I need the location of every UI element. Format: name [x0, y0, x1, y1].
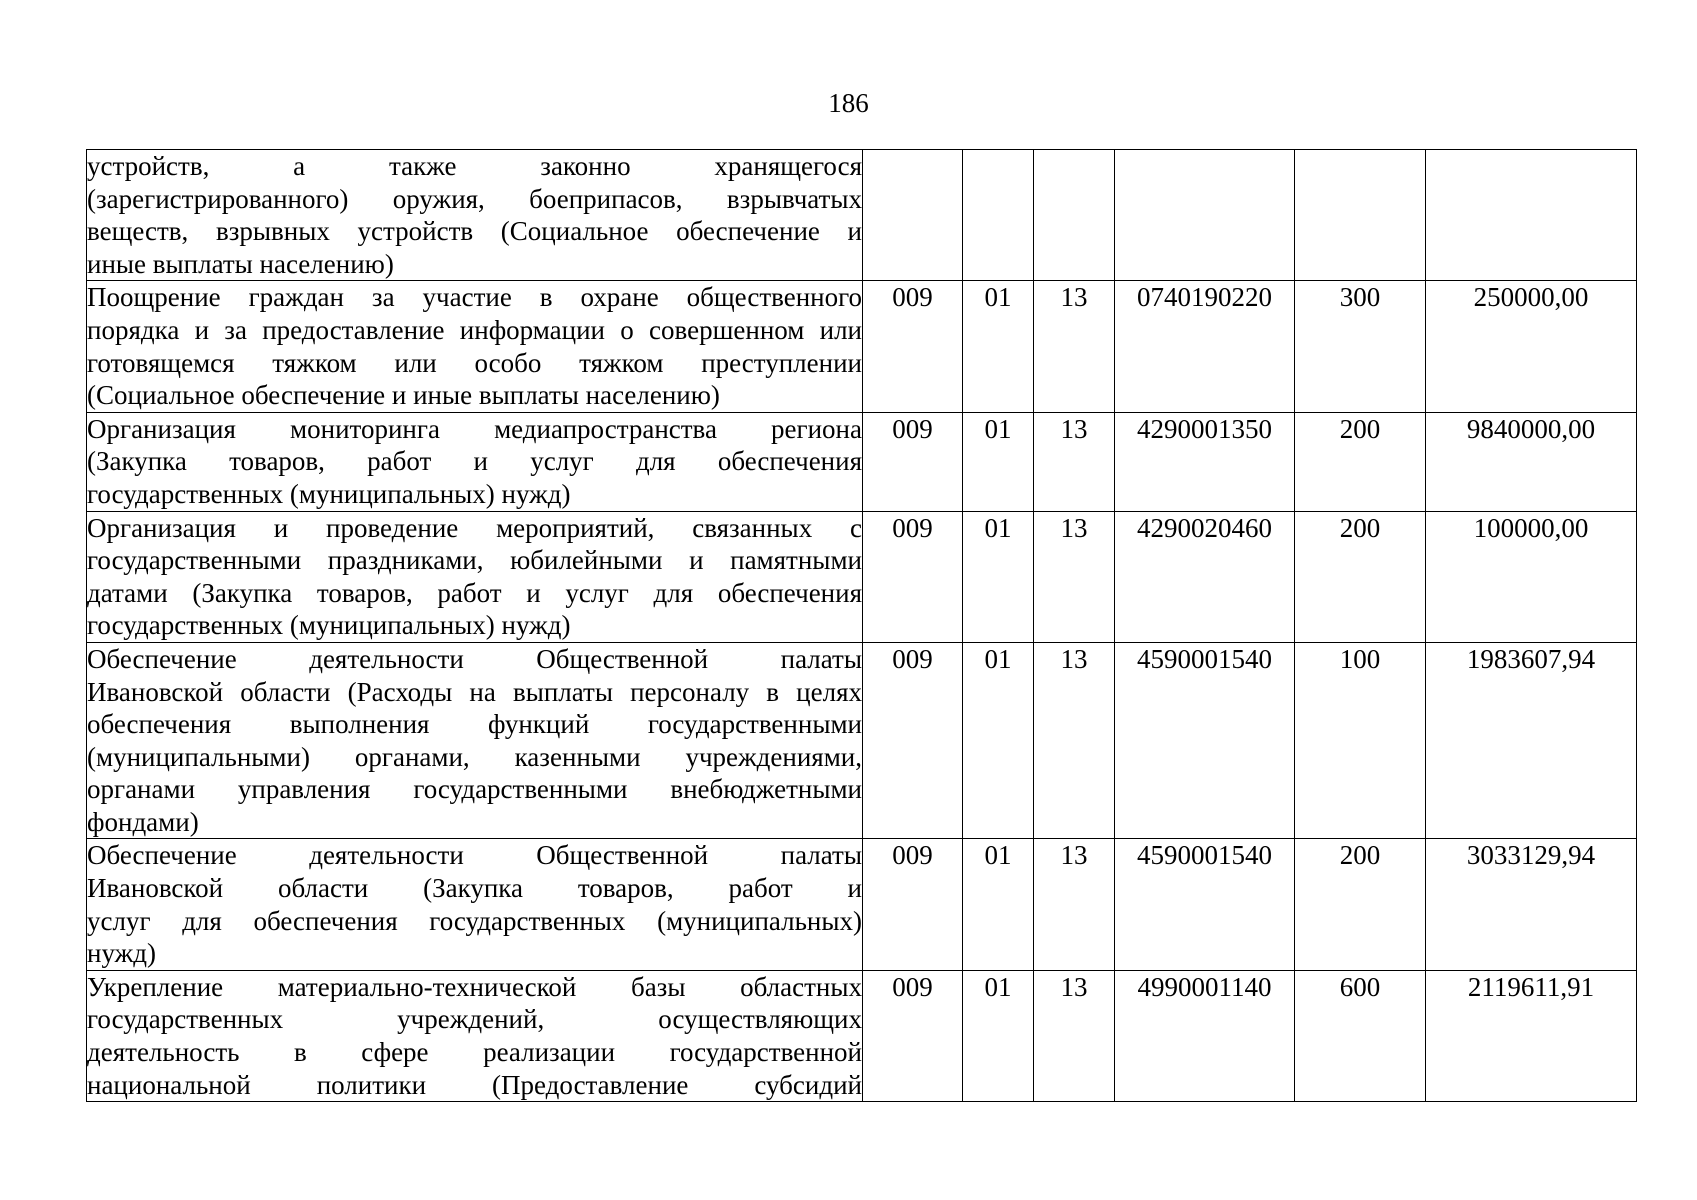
section-code-cell: 01	[963, 511, 1034, 642]
description-line: государственными праздниками, юбилейными и памятными	[87, 545, 862, 576]
department-code-cell	[863, 150, 963, 281]
page-number: 186	[828, 88, 869, 118]
amount-cell: 250000,00	[1426, 281, 1637, 412]
section-code-cell: 01	[963, 970, 1034, 1101]
department-code-cell: 009	[863, 281, 963, 412]
subsection-code-cell	[1034, 150, 1115, 281]
description-line: государственных (муниципальных) нужд)	[87, 478, 571, 509]
description-line: деятельность в сфере реализации государственной	[87, 1037, 862, 1068]
description-cell	[87, 970, 863, 1101]
subsection-code-cell: 13	[1034, 281, 1115, 412]
description-line: фондами)	[87, 806, 199, 837]
subsection-code-cell: 13	[1034, 511, 1115, 642]
subsection-code-cell: 13	[1034, 839, 1115, 970]
description-line: (Закупка товаров, работ и услуг для обеспечения	[87, 446, 862, 477]
table-row	[87, 412, 1637, 511]
target-article-cell: 0740190220	[1115, 281, 1295, 412]
amount-cell: 1983607,94	[1426, 642, 1637, 839]
description-line: Укрепление материально-технической базы областных	[87, 971, 862, 1002]
section-code-cell: 01	[963, 642, 1034, 839]
description-line: Обеспечение деятельности Общественной палаты	[87, 840, 862, 871]
expense-type-cell: 600	[1295, 970, 1426, 1101]
table-row	[87, 511, 1637, 642]
department-code-cell: 009	[863, 970, 963, 1101]
table-row	[87, 839, 1637, 970]
target-article-cell: 4590001540	[1115, 642, 1295, 839]
description-line: (зарегистрированного) оружия, боеприпасов, взрывчатых	[87, 183, 862, 214]
description-line: порядка и за предоставление информации о совершенном или	[87, 314, 862, 345]
description-line: органами управления государственными внебюджетными	[87, 774, 862, 805]
table-row	[87, 970, 1637, 1101]
description-cell	[87, 412, 863, 511]
description-line: датами (Закупка товаров, работ и услуг для обеспечения	[87, 577, 862, 608]
description-line: Организация и проведение мероприятий, связанных с	[87, 512, 862, 543]
table-row	[87, 642, 1637, 839]
description-line: нужд)	[87, 938, 156, 969]
description-cell	[87, 511, 863, 642]
subsection-code-cell: 13	[1034, 970, 1115, 1101]
description-cell	[87, 839, 863, 970]
description-cell	[87, 642, 863, 839]
target-article-cell: 4290020460	[1115, 511, 1295, 642]
description-cell	[87, 150, 863, 281]
amount-cell: 9840000,00	[1426, 412, 1637, 511]
description-line: Организация мониторинга медиапространства региона	[87, 413, 862, 444]
description-line: государственных учреждений, осуществляющих	[87, 1004, 862, 1035]
description-line: (Социальное обеспечение и иные выплаты населению)	[87, 380, 720, 411]
description-line: готовящемся тяжком или особо тяжком преступлении	[87, 347, 862, 378]
section-code-cell: 01	[963, 839, 1034, 970]
table-row	[87, 150, 1637, 281]
expense-type-cell: 200	[1295, 839, 1426, 970]
expense-type-cell: 200	[1295, 511, 1426, 642]
section-code-cell: 01	[963, 281, 1034, 412]
description-line: иные выплаты населению)	[87, 248, 394, 279]
target-article-cell: 4290001350	[1115, 412, 1295, 511]
expense-type-cell: 100	[1295, 642, 1426, 839]
section-code-cell	[963, 150, 1034, 281]
target-article-cell	[1115, 150, 1295, 281]
target-article-cell: 4990001140	[1115, 970, 1295, 1101]
description-line: услуг для обеспечения государственных (муниципальных)	[87, 905, 862, 936]
amount-cell: 100000,00	[1426, 511, 1637, 642]
description-line: Ивановской области (Расходы на выплаты персоналу в целях	[87, 676, 862, 707]
department-code-cell: 009	[863, 839, 963, 970]
subsection-code-cell: 13	[1034, 412, 1115, 511]
amount-cell: 2119611,91	[1426, 970, 1637, 1101]
expense-type-cell: 200	[1295, 412, 1426, 511]
expense-type-cell	[1295, 150, 1426, 281]
description-line: обеспечения выполнения функций государственными	[87, 709, 862, 740]
description-cell	[87, 281, 863, 412]
table-row	[87, 281, 1637, 412]
description-line: веществ, взрывных устройств (Социальное обеспечение и	[87, 216, 862, 247]
description-line: устройств, а также законно хранящегося	[87, 151, 862, 181]
description-line: государственных (муниципальных) нужд)	[87, 610, 571, 641]
budget-table	[86, 149, 1637, 1102]
department-code-cell: 009	[863, 412, 963, 511]
department-code-cell: 009	[863, 511, 963, 642]
description-line: Поощрение граждан за участие в охране общественного	[87, 282, 862, 313]
amount-cell: 3033129,94	[1426, 839, 1637, 970]
description-line: Обеспечение деятельности Общественной палаты	[87, 643, 862, 674]
description-line: (муниципальными) органами, казенными учреждениями,	[87, 741, 862, 772]
table-body	[87, 150, 1637, 1102]
section-code-cell: 01	[963, 412, 1034, 511]
description-line: национальной политики (Предоставление субсидий	[87, 1069, 862, 1100]
target-article-cell: 4590001540	[1115, 839, 1295, 970]
amount-cell	[1426, 150, 1637, 281]
department-code-cell: 009	[863, 642, 963, 839]
subsection-code-cell: 13	[1034, 642, 1115, 839]
expense-type-cell: 300	[1295, 281, 1426, 412]
description-line: Ивановской области (Закупка товаров, работ и	[87, 873, 862, 904]
